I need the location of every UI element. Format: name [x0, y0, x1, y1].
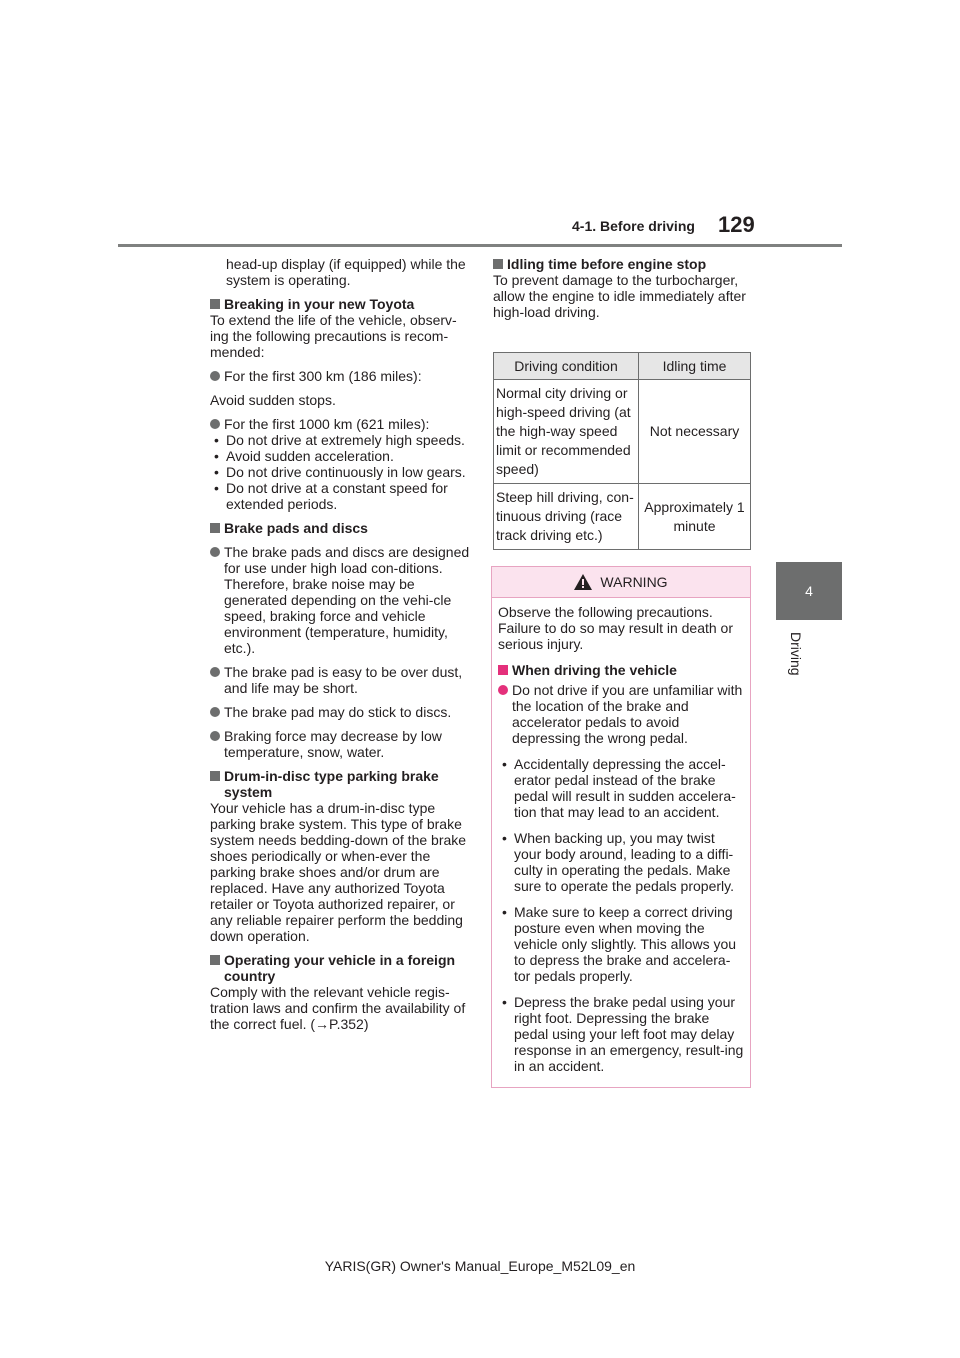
- first-300-bullet: For the first 300 km (186 miles):: [210, 368, 470, 384]
- warning-body: [492, 598, 750, 1074]
- right-column: [493, 256, 751, 320]
- header-divider: [118, 244, 842, 247]
- chapter-tab: 4: [776, 562, 842, 620]
- warning-intro: Observe the following precautions. Failure to do so may result in death or serious injury.: [498, 604, 734, 652]
- breaking-in-heading: Breaking in your new Toyota: [210, 296, 470, 312]
- list-item: • Make sure to keep a correct driving posture even when moving the vehicle only slightly. This allows you to depress the brake and accelera-tor pedals properly.: [498, 904, 744, 984]
- table-cell: Not necessary: [639, 380, 751, 484]
- breaking-in-text: To extend the life of the vehicle, observ-ing the following precautions is recom-mended:: [210, 312, 457, 360]
- list-item: • When backing up, you may twist your body around, leading to a diffi-culty in operating the pedals. Make sure to operate the pedals properly.: [498, 830, 744, 894]
- table-header-cell: Driving condition: [494, 353, 639, 380]
- section-title: 4-1. Before driving: [572, 218, 695, 234]
- list-item: The brake pad may do stick to discs.: [210, 704, 470, 720]
- warning-subheading: When driving the vehicle: [498, 662, 744, 678]
- table-cell: Normal city driving or high-speed driving (at the high-way speed limit or recommended speed): [494, 380, 639, 484]
- chapter-label: Driving: [788, 632, 804, 676]
- first-1000-bullet: For the first 1000 km (621 miles):: [210, 416, 470, 432]
- idling-table: [493, 352, 751, 550]
- idling-text: To prevent damage to the turbocharger, allow the engine to idle immediately after high-load driving.: [493, 272, 746, 320]
- list-item: • Do not drive continuously in low gears.: [210, 464, 470, 480]
- warning-title: WARNING: [600, 574, 668, 590]
- idling-heading: Idling time before engine stop: [493, 256, 751, 272]
- list-item: Do not drive if you are unfamiliar with the location of the brake and accelerator pedals to avoid depressing the wrong pedal.: [498, 682, 744, 746]
- page-number: 129: [718, 212, 755, 237]
- first-300-text: Avoid sudden stops.: [210, 392, 336, 408]
- list-item: The brake pad is easy to be over dust, and life may be short.: [210, 664, 470, 696]
- table-header-row: [494, 353, 751, 380]
- warning-box: [491, 566, 751, 1088]
- list-item: • Depress the brake pedal using your right foot. Depressing the brake pedal using your left foot may delay response in an emergency, result-ing in an accident.: [498, 994, 744, 1074]
- table-header-cell: Idling time: [639, 353, 751, 380]
- list-item: • Do not drive at extremely high speeds.: [210, 432, 470, 448]
- brake-pads-heading: Brake pads and discs: [210, 520, 470, 536]
- foreign-text: Comply with the relevant vehicle regis-tration laws and confirm the availability of the correct fuel. (→P.352): [210, 984, 466, 1032]
- table-cell: Approximately 1 minute: [639, 484, 751, 550]
- foreign-heading: Operating your vehicle in a foreign country: [210, 952, 470, 984]
- list-item: • Do not drive at a constant speed for extended periods.: [210, 480, 470, 512]
- table-row: [494, 484, 751, 550]
- table-cell: Steep hill driving, con-tinuous driving (race track driving etc.): [494, 484, 639, 550]
- table-row: [494, 380, 751, 484]
- footer-text: YARIS(GR) Owner's Manual_Europe_M52L09_en: [324, 1258, 636, 1274]
- list-item: The brake pads and discs are designed for use under high load con-ditions. Therefore, brake noise may be generated depending on the vehi-cle speed, braking force and vehicle environment (temperature, humidity, etc.).: [210, 544, 470, 656]
- list-item: Braking force may decrease by low temperature, snow, water.: [210, 728, 470, 760]
- drum-text: Your vehicle has a drum-in-disc type parking brake system. This type of brake system needs bedding-down of the brake shoes periodically or when-ever the parking brake shoes and/or drum are replaced. Have any authorized Toyota retailer or Toyota authorized repairer, or any reliable repairer perform the bedding down operation.: [210, 800, 467, 944]
- list-item: • Avoid sudden acceleration.: [210, 448, 470, 464]
- intro-text: head-up display (if equipped) while the system is operating.: [226, 256, 466, 288]
- warning-header: [492, 567, 750, 598]
- warning-triangle-icon: [574, 574, 592, 590]
- left-column: [210, 256, 470, 1032]
- drum-heading: Drum-in-disc type parking brake system: [210, 768, 470, 800]
- list-item: • Accidentally depressing the accel-erator pedal instead of the brake pedal will result in sudden accelera-tion that may lead to an accident.: [498, 756, 744, 820]
